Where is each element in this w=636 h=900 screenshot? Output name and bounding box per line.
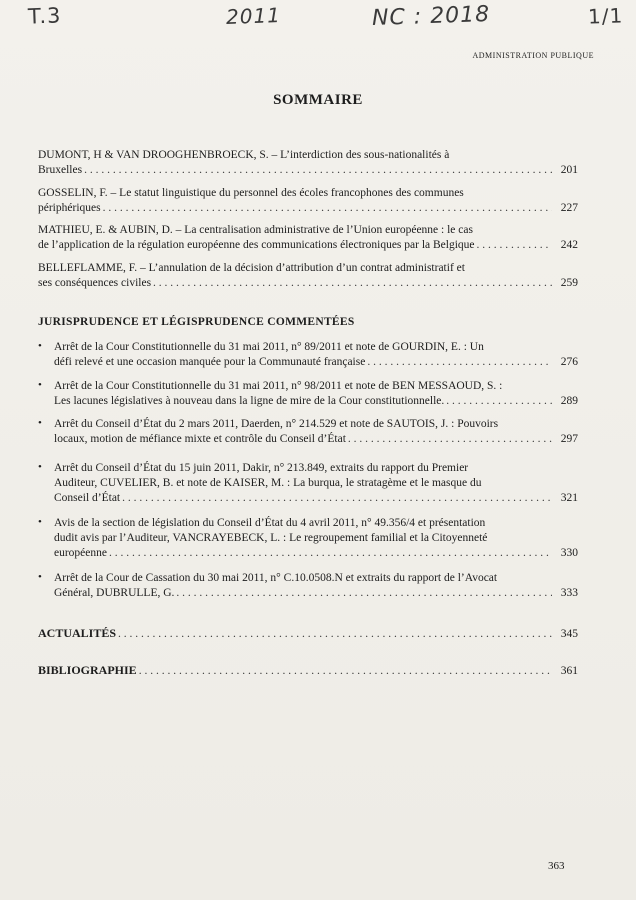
handwritten-note-top-left: T.3 [27, 3, 62, 29]
dot-leader [153, 276, 552, 291]
toc-entry-article[interactable] [38, 261, 578, 291]
entry-text-last-line: défi relevé et une occasion manquée pour la Communauté française [54, 356, 366, 368]
entry-page-number: 321 [560, 492, 578, 504]
entry-page-number: 227 [560, 202, 578, 214]
entry-text-line: GOSSELIN, F. – Le statut linguistique du personnel des écoles francophones des communes [38, 187, 464, 199]
bullet-icon: • [38, 571, 42, 583]
entry-page-number: 361 [560, 665, 578, 677]
page-title: SOMMAIRE [273, 92, 363, 108]
bullet-icon: • [38, 461, 42, 473]
entry-text-line: dudit avis par l’Auditeur, VANCRAYEBECK, L. : Le regroupement familial et la Citoyenneté [54, 532, 488, 544]
handwritten-note-top-mid: 2011 [225, 3, 282, 29]
toc-entry-article[interactable] [38, 223, 578, 253]
handwritten-note-corner: 1/1 [587, 3, 624, 29]
entry-page-number: 276 [560, 356, 578, 368]
dot-leader [122, 491, 552, 506]
entry-page-number: 259 [560, 277, 578, 289]
entry-text-line: DUMONT, H & VAN DROOGHENBROECK, S. – L’interdiction des sous-nationalités à [38, 149, 450, 161]
entry-page-number: 242 [560, 239, 578, 251]
dot-leader [446, 394, 552, 409]
toc-entry-jurisprudence[interactable] [54, 516, 578, 561]
entry-page-number: 333 [560, 587, 578, 599]
bullet-icon: • [38, 340, 42, 352]
toc-entry-actualites[interactable] [38, 626, 578, 642]
entry-page-number: 330 [560, 547, 578, 559]
entry-text-line: Arrêt de la Cour Constitutionnelle du 31 mai 2011, n° 89/2011 et note de GOURDIN, E. : Un [54, 341, 484, 353]
entry-text-line: MATHIEU, E. & AUBIN, D. – La centralisation administrative de l’Union européenne : le cas [38, 224, 473, 236]
entry-text-line: Arrêt de la Cour Constitutionnelle du 31 mai 2011, n° 98/2011 et note de BEN MESSAOUD, S. : [54, 380, 503, 392]
entry-text-line: Auditeur, CUVELIER, B. et note de KAISER, M. : La burqua, le stratagème et le masque du [54, 477, 482, 489]
dot-leader [103, 201, 552, 216]
entry-text-line: Arrêt du Conseil d’État du 2 mars 2011, Daerden, n° 214.529 et note de SAUTOIS, J. : Pouvoirs [54, 418, 499, 430]
entry-page-number: 297 [560, 433, 578, 445]
dot-leader [477, 238, 552, 253]
entry-text-last-line: ses conséquences civiles [38, 277, 152, 289]
entry-text-last-line: locaux, motion de méfiance mixte et contrôle du Conseil d’État [54, 433, 346, 445]
dot-leader [84, 163, 552, 178]
dot-leader [348, 432, 552, 447]
entry-text-last-line: Bruxelles [38, 164, 83, 176]
dot-leader [367, 355, 552, 370]
entry-page-number: 289 [560, 395, 578, 407]
entry-text-last-line: Les lacunes législatives à nouveau dans la ligne de mire de la Cour constitutionnelle. [54, 395, 445, 407]
entry-text-line: Arrêt du Conseil d’État du 15 juin 2011, Dakir, n° 213.849, extraits du rapport du Premier [54, 462, 469, 474]
entry-text-line: Avis de la section de législation du Conseil d’État du 4 avril 2011, n° 49.356/4 et présentation [54, 517, 486, 529]
handwritten-note-top-right: NC : 2018 [371, 1, 491, 32]
section-heading-jurisprudence: JURISPRUDENCE ET LÉGISPRUDENCE COMMENTÉES [38, 316, 355, 328]
toc-entry-jurisprudence[interactable] [54, 461, 578, 506]
entry-text-line: Arrêt de la Cour de Cassation du 30 mai 2011, n° C.10.0508.N et extraits du rapport de l’Avocat [54, 572, 498, 584]
dot-leader [118, 627, 552, 642]
entry-page-number: 345 [560, 628, 578, 640]
entry-text-last-line: Général, DUBRULLE, G. [54, 587, 175, 599]
toc-entry-article[interactable] [38, 186, 578, 216]
entry-text-last-line: périphériques [38, 202, 101, 214]
toc-entry-jurisprudence[interactable] [54, 340, 578, 370]
dot-leader [139, 664, 552, 679]
dot-leader [109, 546, 552, 561]
entry-text-line: BELLEFLAMME, F. – L’annulation de la décision d’attribution d’un contrat administratif et [38, 262, 465, 274]
page-number: 363 [548, 860, 565, 872]
section-label: BIBLIOGRAPHIE [38, 663, 137, 677]
bullet-icon: • [38, 417, 42, 429]
toc-entry-jurisprudence[interactable] [54, 379, 578, 409]
entry-text-last-line: Conseil d’État [54, 492, 121, 504]
entry-page-number: 201 [560, 164, 578, 176]
entry-text-last-line: de l’application de la régulation européenne des communications électroniques par la Belgique [38, 239, 475, 251]
toc-entry-jurisprudence[interactable] [54, 417, 578, 447]
section-label: ACTUALITÉS [38, 626, 117, 640]
bullet-icon: • [38, 379, 42, 391]
toc-entry-jurisprudence[interactable] [54, 571, 578, 601]
bullet-icon: • [38, 516, 42, 528]
dot-leader [176, 586, 552, 601]
toc-entry-article[interactable] [38, 148, 578, 178]
toc-entry-bibliographie[interactable] [38, 663, 578, 679]
running-header: ADMINISTRATION PUBLIQUE [472, 51, 594, 60]
entry-text-last-line: européenne [54, 547, 107, 559]
